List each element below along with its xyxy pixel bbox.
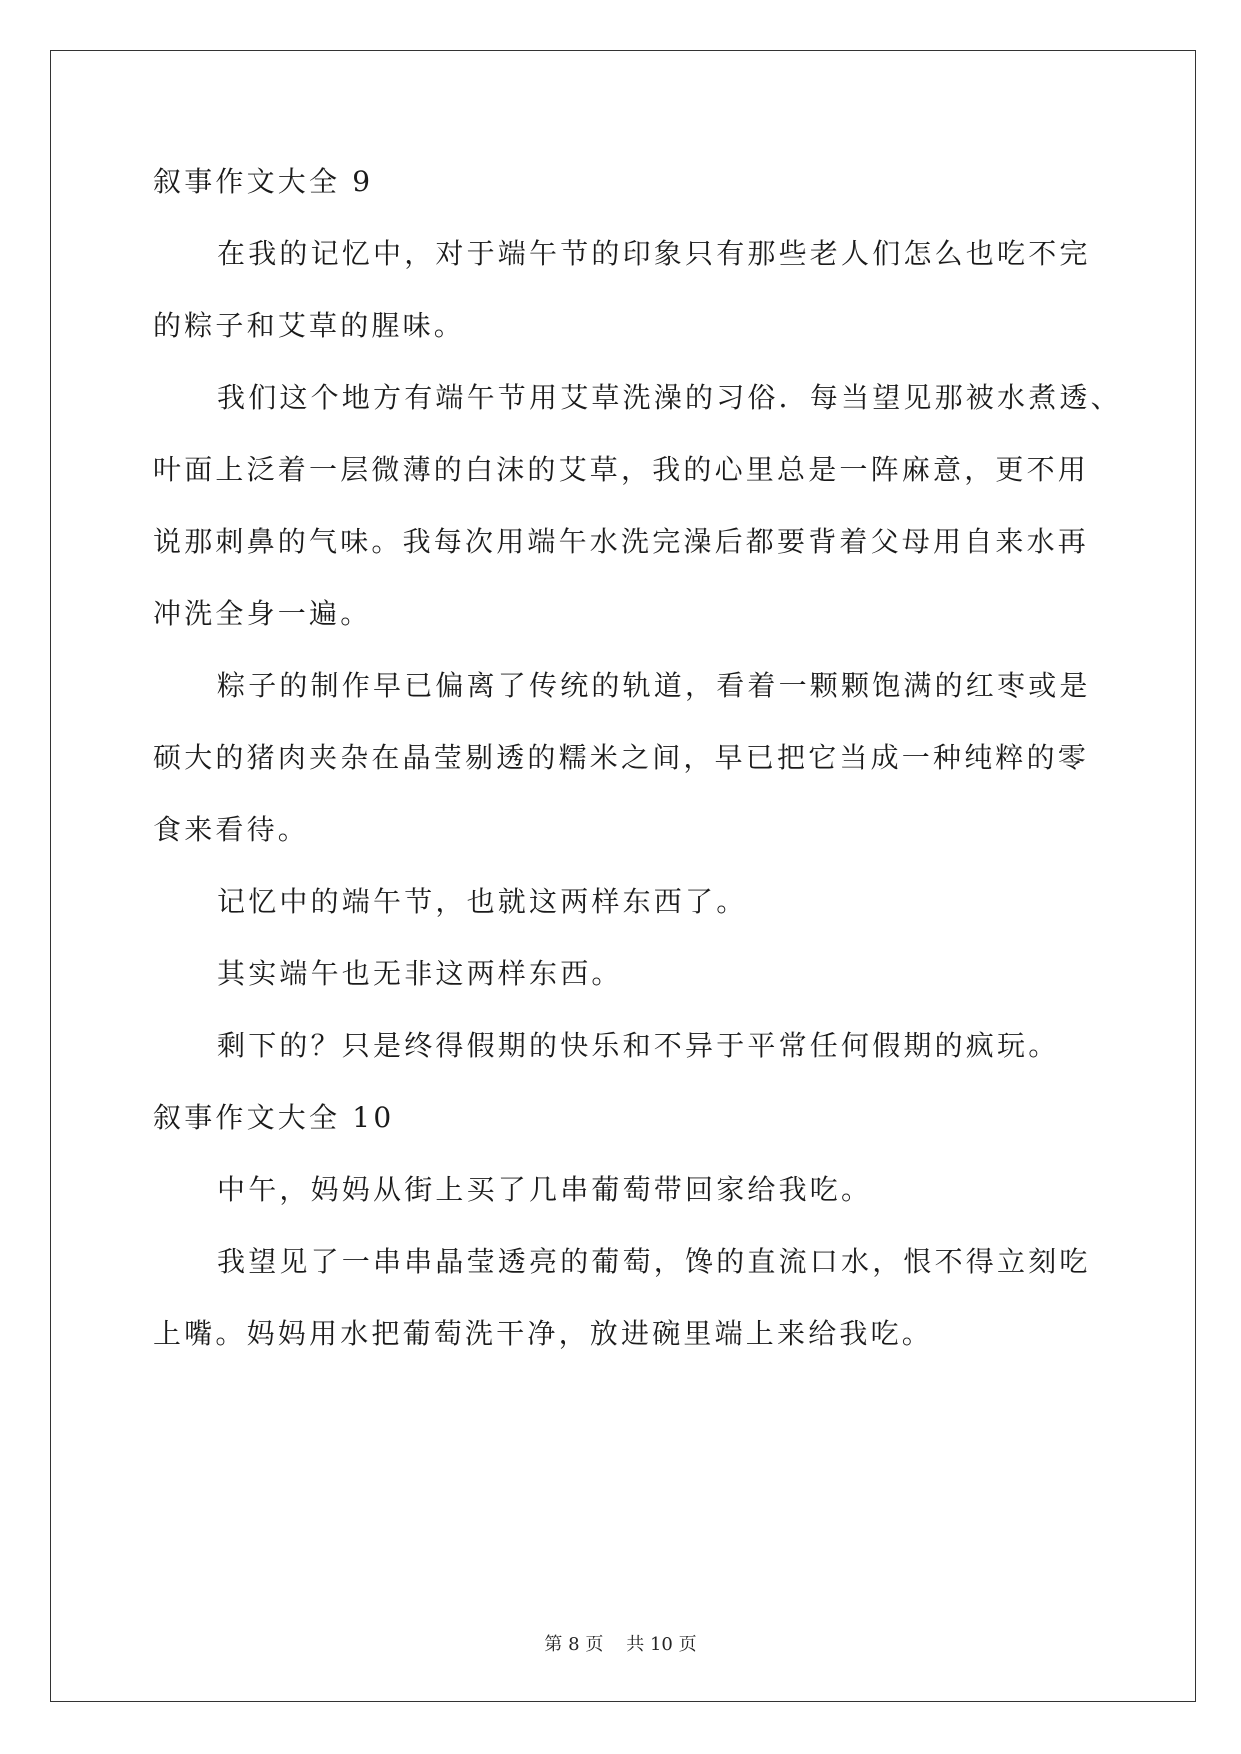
paragraph-line: 中午，妈妈从街上买了几串葡萄带回家给我吃。: [217, 1173, 873, 1206]
paragraph-line: 说那刺鼻的气味。我每次用端午水洗完澡后都要背着父母用自来水再: [153, 525, 1090, 558]
section-heading: 叙事作文大全 9: [153, 165, 374, 198]
total-pages: 共 10 页: [626, 1634, 697, 1655]
page-number: 第 8 页: [544, 1634, 604, 1655]
page-border: [50, 50, 1196, 1702]
paragraph-line: 粽子的制作早已偏离了传统的轨道，看着一颗颗饱满的红枣或是: [217, 669, 1091, 702]
paragraph-line: 其实端午也无非这两样东西。: [217, 957, 623, 990]
paragraph-line: 记忆中的端午节，也就这两样东西了。: [217, 885, 748, 918]
section-heading: 叙事作文大全 10: [153, 1101, 395, 1134]
paragraph-line: 食来看待。: [153, 813, 310, 846]
paragraph-line: 上嘴。妈妈用水把葡萄洗干净，放进碗里端上来给我吃。: [153, 1317, 934, 1350]
paragraph-line: 剩下的？只是终得假期的快乐和不异于平常任何假期的疯玩。: [217, 1029, 1060, 1062]
page-footer: [0, 1633, 1241, 1657]
paragraph-line: 我们这个地方有端午节用艾草洗澡的习俗．每当望见那被水煮透、: [217, 381, 1122, 414]
paragraph-line: 冲洗全身一遍。: [153, 597, 372, 630]
paragraph-line: 的粽子和艾草的腥味。: [153, 309, 466, 342]
paragraph-line: 硕大的猪肉夹杂在晶莹剔透的糯米之间，早已把它当成一种纯粹的零: [153, 741, 1090, 774]
paragraph-line: 我望见了一串串晶莹透亮的葡萄，馋的直流口水，恨不得立刻吃: [217, 1245, 1091, 1278]
paragraph-line: 叶面上泛着一层微薄的白沫的艾草，我的心里总是一阵麻意，更不用: [153, 453, 1090, 486]
paragraph-line: 在我的记忆中，对于端午节的印象只有那些老人们怎么也吃不完: [217, 237, 1091, 270]
